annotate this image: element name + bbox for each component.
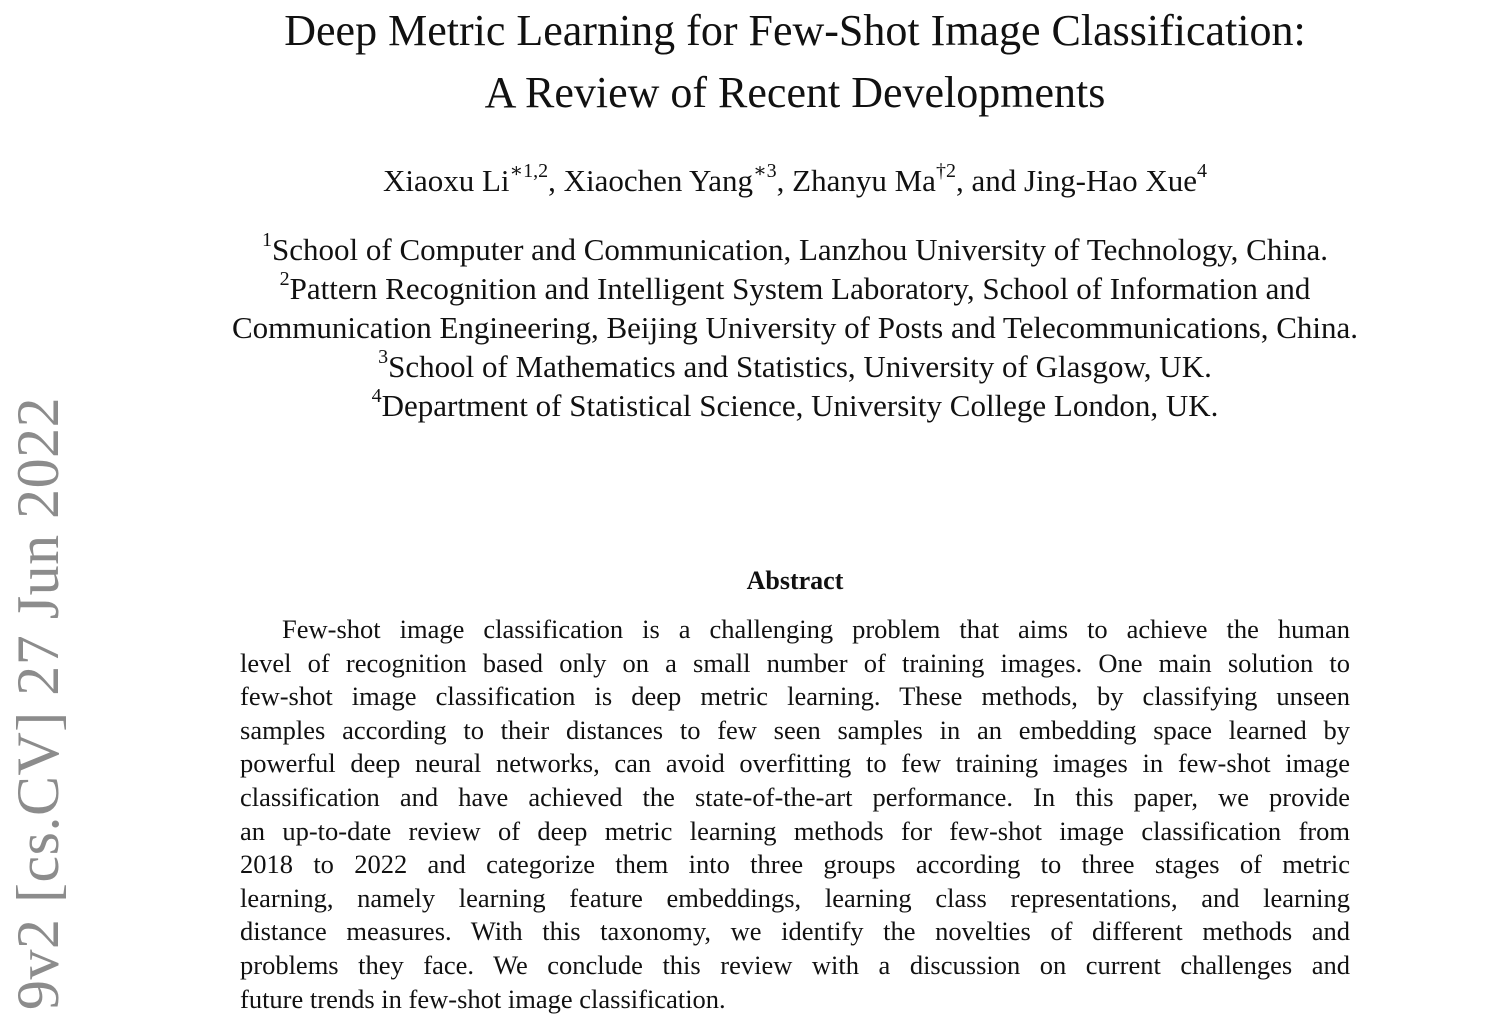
- affiliation-marker: 3: [378, 345, 389, 368]
- paper-title-line-1: Deep Metric Learning for Few-Shot Image Classification:: [284, 6, 1306, 55]
- author-affiliation-marker: ∗3: [753, 159, 777, 182]
- author-name: Xiaochen Yang: [563, 163, 754, 198]
- abstract-line: future trends in few-shot image classification.: [240, 983, 726, 1014]
- author-list: [150, 160, 1440, 202]
- abstract-line: Few-shot image classification is a challenging problem that aims to achieve the human: [282, 614, 1350, 644]
- paper-title: [150, 0, 1440, 124]
- author-affiliation-marker: 4: [1197, 159, 1207, 182]
- author-separator: ,: [548, 163, 564, 198]
- affiliation-text: School of Mathematics and Statistics, University of Glasgow, UK.: [388, 349, 1212, 384]
- affiliation-text: Pattern Recognition and Intelligent System Laboratory, School of Information and: [289, 271, 1311, 306]
- abstract-line: problems they face. We conclude this review with a discussion on current challenges and: [240, 949, 1350, 980]
- abstract-line: powerful deep neural networks, can avoid overfitting to few training images in few-shot image: [240, 748, 1350, 779]
- affiliation-line: [150, 269, 1440, 308]
- affiliation-line: [150, 230, 1440, 269]
- abstract-line: learning, namely learning feature embeddings, learning class representations, and learning: [240, 882, 1350, 913]
- affiliation-line: [150, 386, 1440, 425]
- affiliation-marker: 4: [371, 384, 382, 407]
- abstract-line: distance measures. With this taxonomy, we identify the novelties of different methods and: [240, 916, 1350, 947]
- abstract-line: an up-to-date review of deep metric learning methods for few-shot image classification from: [240, 815, 1350, 846]
- paper-title-line-2: A Review of Recent Developments: [484, 68, 1106, 117]
- affiliation-text: Department of Statistical Science, University College London, UK.: [381, 388, 1219, 423]
- abstract-line: samples according to their distances to few seen samples in an embedding space learned by: [240, 714, 1350, 745]
- abstract-line: level of recognition based only on a small number of training images. One main solution to: [240, 647, 1350, 678]
- author-affiliation-marker: ∗1,2: [509, 159, 549, 182]
- affiliation-list: [150, 230, 1440, 425]
- author-name: Xiaoxu Li: [382, 163, 510, 198]
- abstract-heading: Abstract: [746, 566, 844, 595]
- abstract-line: few-shot image classification is deep metric learning. These methods, by classifying unseen: [240, 681, 1350, 712]
- abstract-line: classification and have achieved the state-of-the-art performance. In this paper, we provide: [240, 781, 1350, 812]
- affiliation-text: School of Computer and Communication, Lanzhou University of Technology, China.: [272, 232, 1328, 267]
- affiliation-marker: 1: [262, 228, 273, 251]
- abstract-line: 2018 to 2022 and categorize them into three groups according to three stages of metric: [240, 849, 1350, 880]
- author-affiliation-marker: †2: [935, 159, 956, 182]
- author-name: Jing-Hao Xue: [1023, 163, 1197, 198]
- author-name: Zhanyu Ma: [792, 163, 936, 198]
- abstract-body: [240, 613, 1350, 1016]
- affiliation-line: [150, 347, 1440, 386]
- author-separator: , and: [955, 163, 1024, 198]
- affiliation-line: [150, 308, 1440, 347]
- arxiv-identifier-stamp: 9v2 [cs.CV] 27 Jun 2022: [5, 396, 71, 1010]
- affiliation-text: Communication Engineering, Beijing University of Posts and Telecommunications, China.: [231, 310, 1359, 345]
- affiliation-marker: 2: [279, 267, 290, 290]
- author-separator: ,: [776, 163, 793, 198]
